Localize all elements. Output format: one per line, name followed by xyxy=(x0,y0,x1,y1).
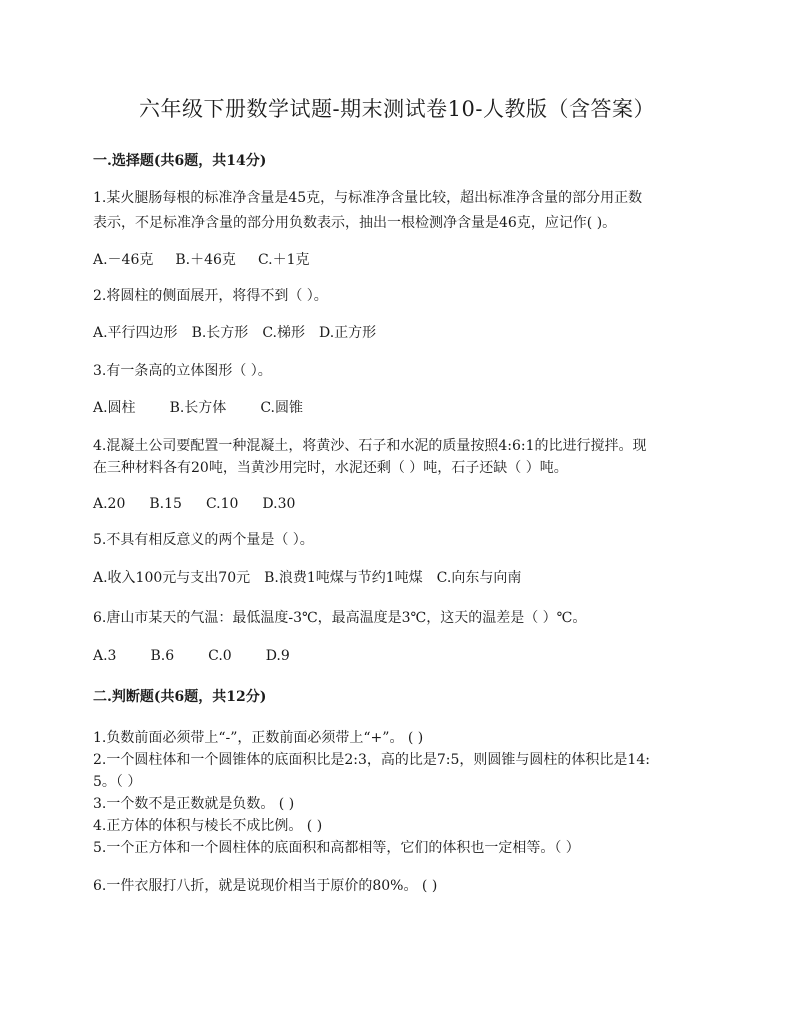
option: D.30 xyxy=(262,496,296,512)
option: C.梯形 xyxy=(262,325,305,341)
question-6-options xyxy=(93,646,312,666)
option: B.15 xyxy=(149,496,182,512)
question-5-line-1: 5.不具有相反意义的两个量是（ ）。 xyxy=(93,532,314,548)
judgement-item: 5.一个正方体和一个圆柱体的底面积和高都相等，它们的体积也一定相等。（ ） xyxy=(93,840,580,856)
option: B.浪费1吨煤与节约1吨煤 xyxy=(264,570,423,586)
section-heading-choice: 一.选择题(共6题，共14分) xyxy=(93,153,267,169)
option: C.10 xyxy=(205,496,239,512)
option: B.6 xyxy=(150,648,175,664)
question-4-line-2: 在三种材料各有20吨，当黄沙用完时，水泥还剩（ ）吨，石子还缺（ ）吨。 xyxy=(93,460,568,476)
option: B.＋46克 xyxy=(175,252,236,268)
question-6-line-1: 6.唐山市某天的气温：最低温度-3℃，最高温度是3℃，这天的温差是（ ）℃。 xyxy=(93,610,587,626)
option: D.9 xyxy=(265,648,290,664)
option: C.0 xyxy=(208,648,232,664)
option: B.长方体 xyxy=(169,400,227,416)
option: A.收入100元与支出70元 xyxy=(93,570,251,586)
option: A.圆柱 xyxy=(93,400,136,416)
option: C.向东与向南 xyxy=(436,570,522,586)
question-1-line-2: 表示，不足标准净含量的部分用负数表示，抽出一根检测净含量是46克，应记作( )。 xyxy=(93,215,617,231)
page-title: 六年级下册数学试题-期末测试卷10-人教版（含答案） xyxy=(139,97,655,121)
option: A.平行四边形 xyxy=(93,325,178,341)
question-4-options xyxy=(93,494,317,514)
question-1-line-1: 1.某火腿肠每根的标准净含量是45克，与标准净含量比较，超出标准净含量的部分用正数 xyxy=(93,190,643,206)
option: D.正方形 xyxy=(318,325,377,341)
option: B.长方形 xyxy=(191,325,249,341)
judgement-item: 1.负数前面必须带上“-”，正数前面必须带上“+”。 ( ) xyxy=(93,730,424,746)
question-4-line-1: 4.混凝土公司要配置一种混凝土，将黄沙、石子和水泥的质量按照4:6:1的比进行搅拌。现 xyxy=(93,438,647,454)
option: A.－46克 xyxy=(93,252,154,268)
option: C.圆锥 xyxy=(260,400,303,416)
question-2-line-1: 2.将圆柱的侧面展开，将得不到（ ）。 xyxy=(93,288,328,304)
judgement-item: 6.一件衣服打八折，就是说现价相当于原价的80%。 ( ) xyxy=(93,878,438,894)
question-1-options xyxy=(93,250,332,270)
question-5-options xyxy=(93,568,543,588)
option: C.＋1克 xyxy=(257,252,310,268)
question-3-line-1: 3.有一条高的立体图形（ ）。 xyxy=(93,363,272,379)
judgement-item: 3.一个数不是正数就是负数。 ( ) xyxy=(93,796,295,812)
question-3-options xyxy=(93,398,325,418)
judgement-item: 4.正方体的体积与棱长不成比例。 ( ) xyxy=(93,818,323,834)
option: A.3 xyxy=(93,648,117,664)
question-2-options xyxy=(93,323,398,343)
option: A.20 xyxy=(93,496,126,512)
section-heading-judgement: 二.判断题(共6题，共12分) xyxy=(93,689,267,705)
judgement-item-continued: 5。（ ） xyxy=(93,774,142,790)
judgement-item: 2.一个圆柱体和一个圆锥体的底面积比是2:3，高的比是7:5，则圆锥与圆柱的体积比是14: xyxy=(93,752,650,768)
